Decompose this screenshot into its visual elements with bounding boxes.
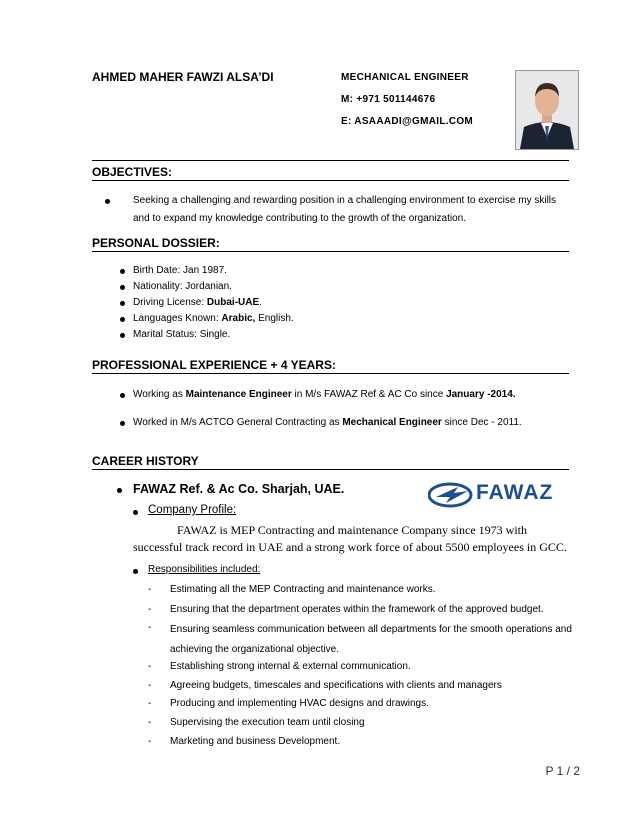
start-date: January -2014. [446,389,516,400]
fawaz-logo [428,477,570,513]
responsibility-item: Producing and implementing HVAC designs and drawings. [170,698,429,709]
dossier-heading: PERSONAL DOSSIER: [92,236,569,252]
bullet-icon [120,285,125,290]
job-title: MECHANICAL ENGINEER [341,72,469,83]
company-profile-text: FAWAZ is MEP Contracting and maintenance Company since 1973 with successful track record in UAE and a strong work force of about 5500 employees in GCC. [133,523,567,554]
bullet-icon [105,199,110,204]
company-profile-label: Company Profile: [148,504,237,516]
responsibility-item: Agreeing budgets, timescales and specifications with clients and managers [170,680,502,691]
birth-date: Birth Date: Jan 1987. [133,265,227,276]
languages-primary: Arabic, [221,313,256,324]
bullet-icon [133,569,138,574]
experience-item [133,417,522,428]
bullet-icon [120,301,125,306]
dash-marker: - [148,698,152,709]
experience-item [133,389,516,400]
bullet-icon [120,393,125,398]
applicant-name: AHMED MAHER FAWZI ALSA’DI [92,70,274,84]
dash-marker: - [148,717,152,728]
text: in M/s FAWAZ Ref & AC Co since [291,389,447,400]
bullet-icon [117,488,122,493]
page-number: P 1 / 2 [545,764,580,778]
dash-marker: - [148,604,152,615]
logo-wordmark: FAWAZ [476,481,554,504]
role: Maintenance Engineer [185,389,292,400]
text: Worked in M/s ACTCO General Contracting as [133,417,343,428]
dash-marker: - [148,680,152,691]
license-value: Dubai-UAE [206,297,260,308]
responsibility-item: Marketing and business Development. [170,736,341,747]
dash-marker: - [148,661,152,672]
languages-secondary: English. [255,313,294,324]
license-suffix: . [259,297,262,308]
text: Working as [133,389,186,400]
dash-marker: - [148,736,152,747]
license-label: Driving License: [133,297,207,308]
email-address: E: ASAAADI@GMAIL.COM [341,116,474,127]
bullet-icon [120,269,125,274]
company-name: FAWAZ Ref. & Ac Co. Sharjah, UAE. [133,482,345,496]
responsibility-item: Supervising the execution team until closing [170,717,365,728]
dash-marker: - [148,584,152,595]
bullet-icon [120,421,125,426]
bullet-icon [120,333,125,338]
objectives-heading: OBJECTIVES: [92,160,569,181]
text: since Dec - 2011. [441,417,522,428]
dash-marker: - [148,622,152,633]
responsibility-item: Ensuring that the department operates within the framework of the approved budget. [170,604,544,615]
objectives-text: Seeking a challenging and rewarding position in a challenging environment to exercise my skills and to expand my knowledge contributing to the growth of the organization. [133,195,557,224]
responsibility-item: Ensuring seamless communication between all departments for the smooth operations and achieving the organizational objective. [170,624,572,655]
role: Mechanical Engineer [342,417,442,428]
experience-heading: PROFESSIONAL EXPERIENCE + 4 YEARS: [92,358,569,374]
driving-license [133,297,262,308]
responsibility-item: Establishing strong internal & external communication. [170,661,411,672]
bullet-icon [120,317,125,322]
profile-photo [515,70,579,150]
bullet-icon [133,510,138,515]
responsibility-item: Estimating all the MEP Contracting and maintenance works. [170,584,436,595]
nationality: Nationality: Jordanian. [133,281,232,292]
responsibilities-label: Responsibilities included: [148,564,261,575]
marital-status: Marital Status: Single. [133,329,231,340]
career-heading: CAREER HISTORY [92,454,569,470]
phone-number: M: +971 501144676 [341,94,436,105]
languages-label: Languages Known: [133,313,222,324]
languages [133,313,294,324]
